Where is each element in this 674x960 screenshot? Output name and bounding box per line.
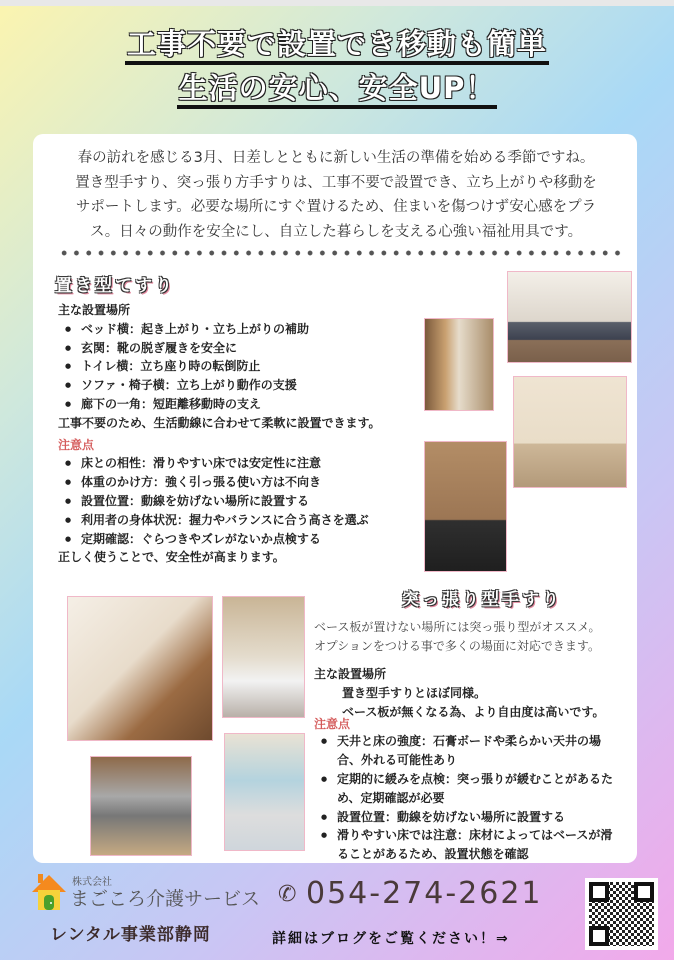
dotted-divider — [58, 249, 623, 257]
list-item: ● トイレ横：立ち座り時の転倒防止 — [58, 357, 428, 376]
caution-heading: 注意点 — [58, 437, 95, 452]
list-item: ● 設置位置：動線を妨げない場所に設置する — [58, 492, 428, 511]
house-logo-icon — [30, 872, 68, 912]
list-item: ● 定期的に緩みを点検：突っ張りが緩むことがあるため、定期確認が必要 — [314, 770, 614, 808]
toilet-handrail-photo — [424, 318, 494, 411]
company-name: まごころ介護サービス — [70, 888, 261, 910]
list-item: ● 廊下の一角：短距離移動時の支え — [58, 395, 428, 414]
intro-line: 春の訪れを感じる3月、日差しとともに新しい生活の準備を始める季節ですね。 — [77, 150, 595, 166]
section2-title: 突っ張り型手すり — [402, 590, 562, 610]
caution-heading: 注意点 — [314, 717, 351, 732]
section1-body — [58, 301, 428, 567]
blog-cta[interactable]: 詳細はブログをご覧ください！⇒ — [272, 931, 510, 947]
intro-line: サポートします。必要な場所にすぐ置けるため、住まいを傷つけず安心感をプラ — [75, 199, 597, 215]
qr-code[interactable] — [585, 878, 658, 950]
stairs-pole-photo — [67, 596, 213, 741]
list-item: ● 体重のかけ方：強く引っ張る使い方は不向き — [58, 473, 428, 492]
phone-icon: ✆ — [278, 882, 297, 907]
company-prefix: 株式会社 — [72, 877, 112, 888]
list-item: ● 利用者の身体状況：握力やバランスに合う高さを選ぶ — [58, 511, 428, 530]
list-item: ● 滑りやすい床では注意：床材によってはベースが滑ることがあるため、設置状態を確認 — [314, 826, 614, 864]
section2-body — [314, 665, 634, 864]
list-item: ● 玄関：靴の脱ぎ履きを安全に — [58, 339, 428, 358]
headline-line2: 生活の安心、安全UP！ — [0, 66, 674, 107]
headline-line1: 工事不要で設置でき移動も簡単 — [0, 22, 674, 63]
bed-handrail-photo — [507, 271, 632, 363]
kitchen-pole-photo — [90, 756, 192, 856]
caution-list — [58, 454, 428, 548]
base-handrail-photo — [424, 441, 507, 572]
list-item: ● 床との相性：滑りやすい床では安定性に注意 — [58, 454, 428, 473]
caution-list — [314, 732, 614, 864]
list-item: ● 定期確認：ぐらつきやズレがないか点検する — [58, 530, 428, 549]
entrance-pole-photo — [224, 733, 305, 851]
phone-number[interactable]: 054-274-2621 — [306, 876, 543, 911]
list-item: ● ソファ・椅子横：立ち上がり動作の支援 — [58, 376, 428, 395]
places-line: ベース板が無くなる為、より自由度は高いです。 — [342, 704, 605, 719]
caution-note: 正しく使うことで、安全性が高まります。 — [58, 550, 285, 565]
intro-line: ス。日々の動作を安全にし、自立した暮らしを支える心強い福祉用具です。 — [89, 223, 583, 240]
intro-line: 置き型手すり、突っ張り方手すりは、工事不要で設置でき、立ち上がりや移動を — [75, 174, 597, 191]
section1-title: 置き型てすり — [55, 276, 175, 296]
list-item: ● ベッド横：起き上がり・立ち上がりの補助 — [58, 320, 428, 339]
places-line: 置き型手すりとほぼ同様。 — [342, 685, 487, 700]
list-item: ● 天井と床の強度：石膏ボードや柔らかい天井の場合、外れる可能性あり — [314, 732, 614, 770]
desc-line: オプションをつける事で多くの場面に対応できます。 — [314, 638, 600, 653]
department-name: レンタル事業部静岡 — [50, 925, 211, 945]
places-heading: 主な設置場所 — [314, 667, 387, 681]
list-item: ● 設置位置：動線を妨げない場所に設置する — [314, 808, 614, 827]
toilet-pole-photo — [222, 596, 305, 718]
places-heading: 主な設置場所 — [58, 303, 131, 317]
desc-line: ベース板が置けない場所には突っ張り型がオススメ。 — [314, 620, 601, 634]
intro-text — [40, 146, 632, 244]
section2-desc — [314, 618, 639, 655]
places-list — [58, 320, 428, 414]
toilet-standing-handrail-photo — [513, 376, 627, 488]
places-note: 工事不要のため、生活動線に合わせて柔軟に設置できます。 — [58, 415, 381, 430]
